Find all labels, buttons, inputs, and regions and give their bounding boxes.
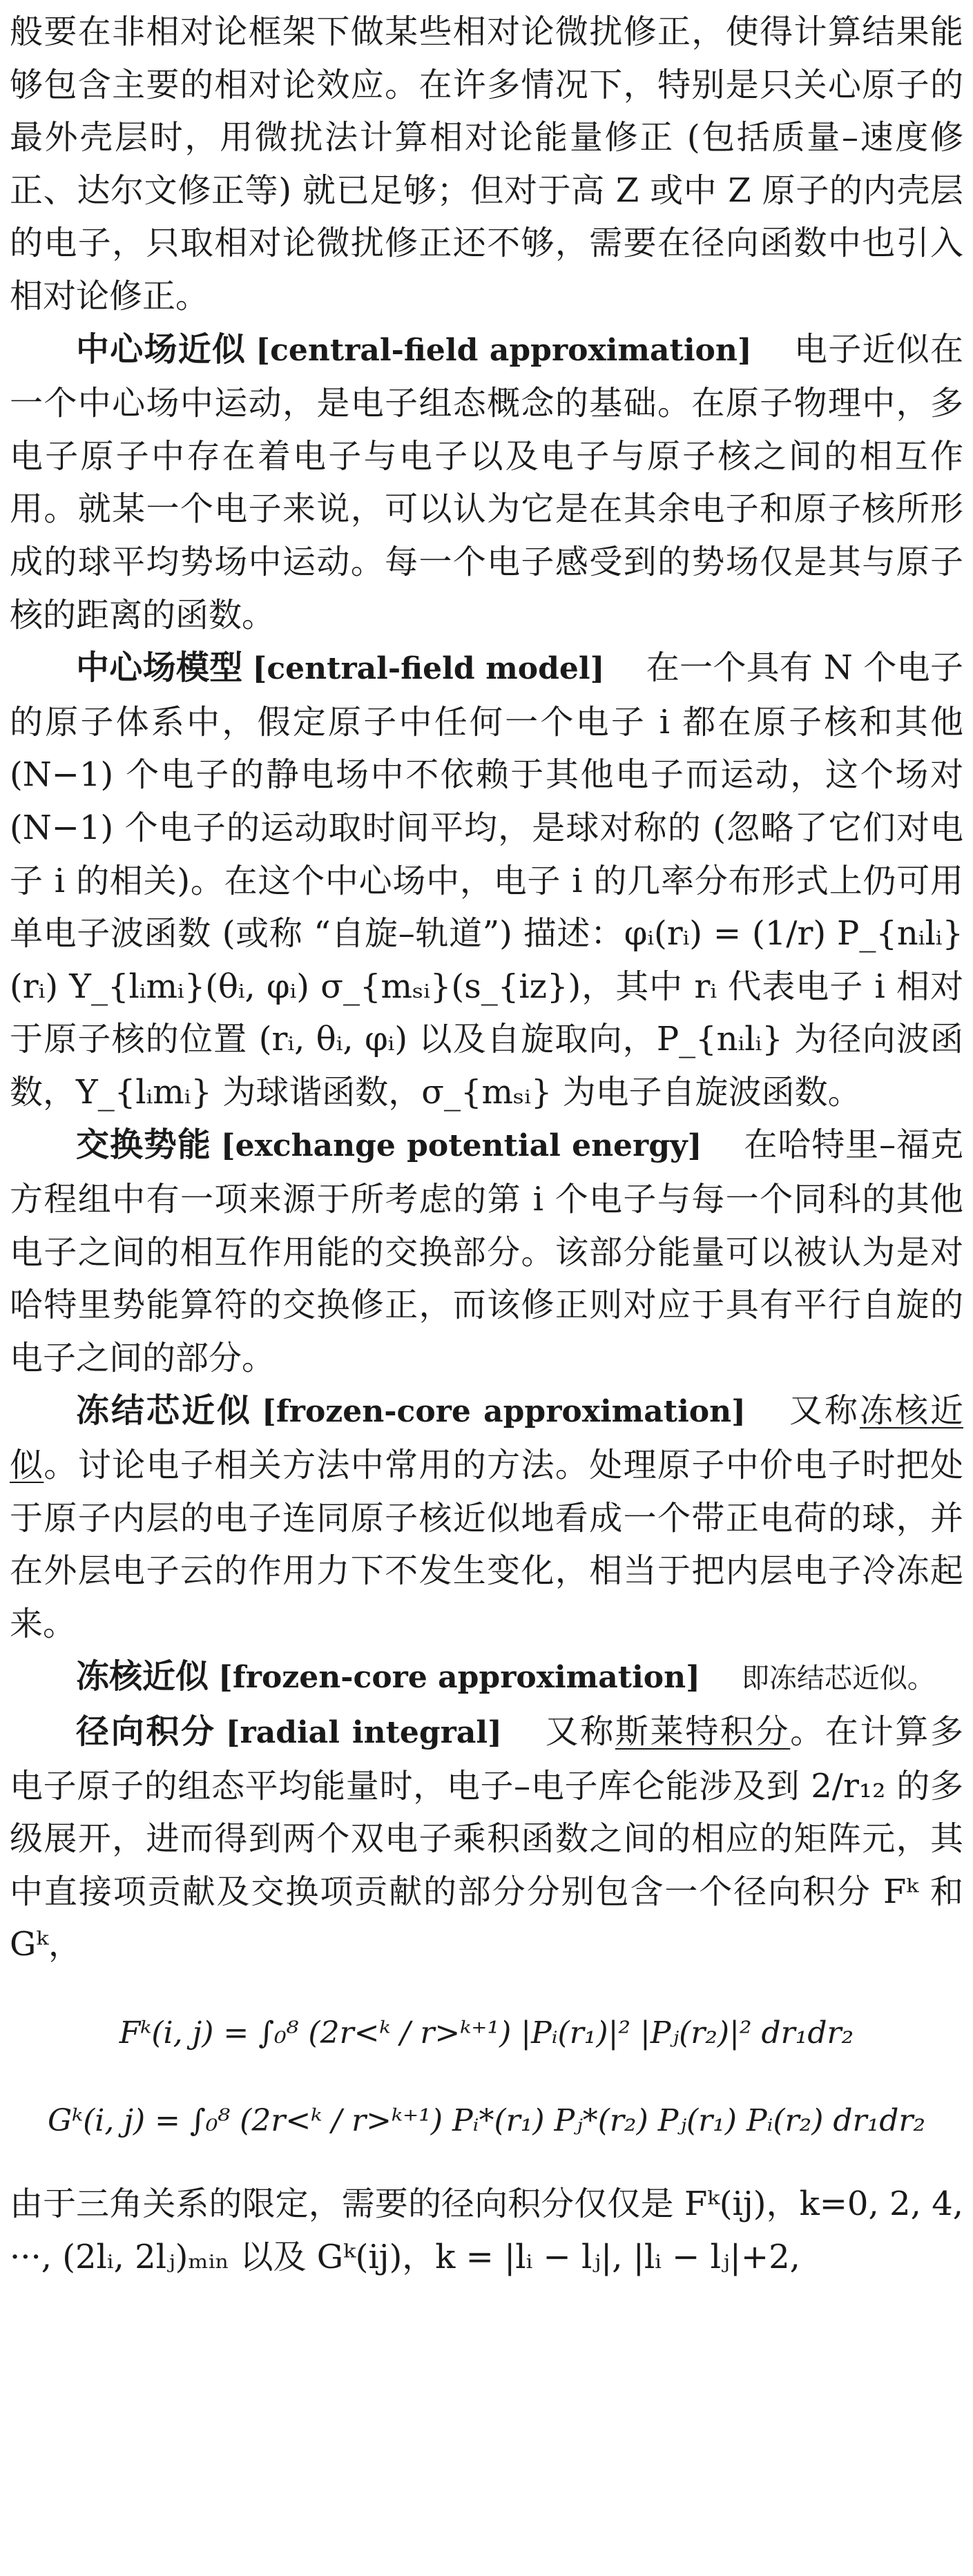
intro-paragraph: 般要在非相对论框架下做某些相对论微扰修正，使得计算结果能够包含主要的相对论效应。在许多情况下，特别是只关心原子的最外壳层时，用微扰法计算相对论能量修正 (包括质量–速度修正、达尔文修正等) 就已足够；但对于高 Z 或中 Z 原子的内壳层的电子，只取相对论微扰修正还不够，需要在径向函数中也引入相对论修正。: [10, 12, 963, 316]
entry-central-field-model: [10, 641, 963, 1118]
entry-term: 交换势能: [76, 1125, 211, 1165]
entry-term: 中心场近似: [76, 329, 247, 369]
entry-body-prefix: 又称: [787, 1391, 860, 1431]
entry-body: 电子近似在一个中心场中运动，是电子组态概念的基础。在原子物理中，多电子原子中存在着电子与电子以及电子与原子核之间的相互作用。就某一个电子来说，可以认为它是在其余电子和原子核所形成的球平均势场中运动。每一个电子感受到的势场仅是其与原子核的距离的函数。: [10, 329, 963, 635]
entry-frozen-core-approximation: [10, 1384, 963, 1650]
entry-term: 径向积分: [76, 1712, 216, 1751]
entry-term: 冻核近似: [76, 1657, 209, 1696]
entry-english-term: [radial integral]: [225, 1715, 502, 1750]
entry-exchange-potential-energy: [10, 1118, 963, 1384]
entry-english-term: [exchange potential energy]: [220, 1128, 702, 1164]
entry-english-term: [central-field model]: [252, 651, 605, 687]
entry-body: 在哈特里–福克方程组中有一项来源于所考虑的第 i 个电子与每一个同科的其他电子之间的相互作用能的交换部分。该部分能量可以被认为是对哈特里势能算符的交换修正，而该修正则对应于具有平行自旋的电子之间的部分。: [10, 1125, 963, 1377]
entry-term: 中心场模型: [76, 648, 243, 688]
entry-body-prefix: 又称: [543, 1712, 615, 1751]
formula-g-radial-integral: Gᵏ(i, j) = ∫₀⁸ (2r<ᵏ / r>ᵏ⁺¹) Pᵢ*(r₁) Pⱼ*(r₂) Pⱼ(r₁) Pᵢ(r₂) dr₁dr₂: [47, 2102, 926, 2138]
entry-english-term: [frozen-core approximation]: [218, 1660, 700, 1696]
cross-reference-link[interactable]: 冻核近似: [10, 1391, 963, 1485]
entry-body: 。讨论电子相关方法中常用的方法。处理原子中价电子时把处于原子内层的电子连同原子核近似地看成一个带正电荷的球，并在外层电子云的作用力下不发生变化，相当于把内层电子冷冻起来。: [10, 1446, 963, 1643]
entry-body: 在一个具有 N 个电子的原子体系中，假定原子中任何一个电子 i 都在原子核和其他 (N−1) 个电子的静电场中不依赖于其他电子而运动，这个场对 (N−1) 个电子的运动取时间平均，是球对称的 (忽略了它们对电子 i 的相关)。在这个中心场中，电子 i 的几率分布形式上仍可用单电子波函数 (或称 “自旋–轨道”) 描述：φᵢ(rᵢ) = (1/r) P_{nᵢlᵢ}(rᵢ) Y_{lᵢmᵢ}(θᵢ, φᵢ) σ_{mₛᵢ}(s_{iz})，其中 rᵢ 代表电子 i 相对于原子核的位置 (rᵢ, θᵢ, φᵢ) 以及自旋取向，P_{nᵢlᵢ} 为径向波函数，Y_{lᵢmᵢ} 为球谐函数，σ_{mₛᵢ} 为电子自旋波函数。: [10, 648, 963, 1112]
entry-frozen-nucleus-approximation: [10, 1650, 963, 1705]
entry-term: 冻结芯近似: [76, 1391, 253, 1431]
closing-paragraph: 由于三角关系的限定，需要的径向积分仅仅是 Fᵏ(ij)，k=0, 2, 4, ···, (2lᵢ, 2lⱼ)ₘᵢₙ 以及 Gᵏ(ij)，k = |lᵢ − lⱼ|, |lᵢ − lⱼ|+2,: [10, 2185, 963, 2276]
entry-central-field-approximation: [10, 323, 963, 642]
cross-reference-link[interactable]: 斯莱特积分: [615, 1712, 791, 1751]
formula-f-radial-integral: Fᵏ(i, j) = ∫₀⁸ (2r<ᵏ / r>ᵏ⁺¹) |Pᵢ(r₁)|² |Pⱼ(r₂)|² dr₁dr₂: [119, 2015, 854, 2051]
entry-body: 即冻结芯近似。: [741, 1663, 935, 1695]
entry-english-term: [frozen-core approximation]: [262, 1394, 746, 1430]
entry-body: 。在计算多电子原子的组态平均能量时，电子–电子库仑能涉及到 2/r₁₂ 的多级展开，进而得到两个双电子乘积函数之间的相应的矩阵元，其中直接项贡献及交换项贡献的部分分别包含一个径向积分 Fᵏ 和 Gᵏ，: [10, 1712, 963, 1964]
entry-english-term: [central-field approximation]: [256, 332, 752, 368]
entry-radial-integral: [10, 1705, 963, 1971]
